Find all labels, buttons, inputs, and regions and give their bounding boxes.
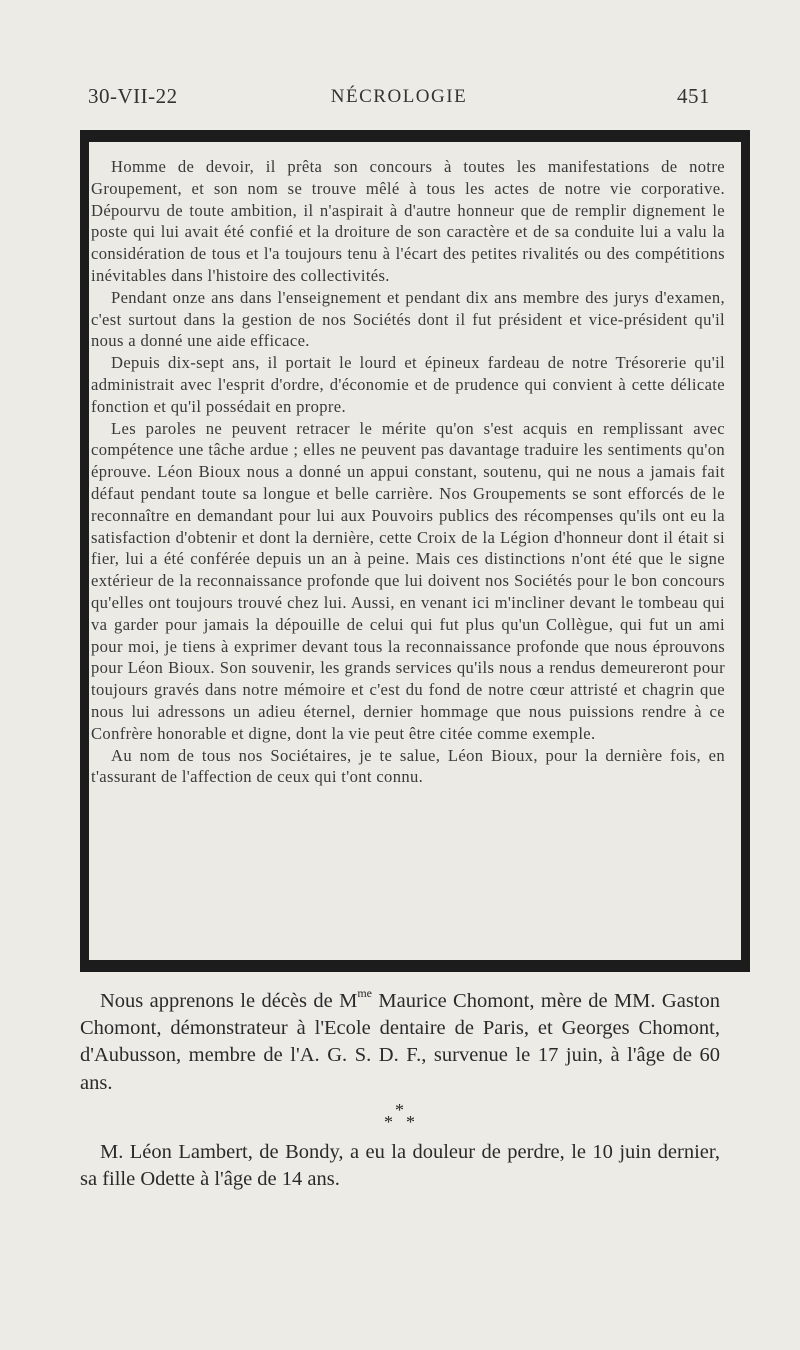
eulogy-paragraph: Homme de devoir, il prêta son concours à toutes les manifestations de notre Groupement, et son nom se trouve mêlé à tous les actes de notre vie corporative. Dépourvu de toute ambition, il n'aspirait à d'autre honneur que de remplir dignement le poste qui lui avait été confié et la droiture de son caractère et de sa conduite lui a valu la considération de tous et l'a toujours tenu à l'écart des petites rivalités ou des compétitions inévitables dans l'histoire des collectivités.: [91, 157, 725, 285]
abbreviation-superscript: me: [357, 986, 372, 1001]
asterisk: *: [406, 1112, 415, 1132]
notice-text-end: Maurice Chomont, mère de MM. Gaston Chomont, démonstrateur à l'Ecole dentaire de Paris, et Georges Chomont, d'Aubusson, membre de l'A. G. S. D. F., survenue le 17 juin, à l'âge de 60 ans.: [80, 990, 720, 1094]
eulogy-paragraph: Au nom de tous nos Sociétaires, je te salue, Léon Bioux, pour la dernière fois, en t'assurant de l'affection de ceux qui t'ont connu.: [91, 745, 725, 787]
death-notice-chomont: [80, 988, 720, 1097]
eulogy-paragraph: Les paroles ne peuvent retracer le mérite qu'on s'est acquis en remplissant avec compétence une tâche ardue ; elles ne peuvent pas davantage traduire les sentiments qu'on éprouve. Léon Bioux nous a donné un appui constant, soutenu, qui ne nous a jamais fait défaut pendant toute sa longue et belle carrière. Nos Groupements se sont efforcés de le reconnaître en demandant pour lui aux Pouvoirs publics des récompenses qu'ils ont eu la satisfaction d'obtenir et dont la dernière, cette Croix de la Légion d'honneur dont il était si fier, lui a été conférée depuis un an à peine. Mais ces distinctions n'ont été que le signe extérieur de la reconnaissance profonde que lui doivent nos Sociétés pour le bon concours qu'elles ont toujours trouvé chez lui. Aussi, en venant ici m'incliner devant le tombeau qui va garder pour jamais la dépouille de celui qui fut plus qu'un Collègue, qui fut un ami pour moi, je tiens à exprimer devant tous la reconnaissance profonde que nous éprouvons pour Léon Bioux. Son souvenir, les grands services qu'ils nous a rendus demeureront pour toujours gravés dans notre mémoire et c'est du fond de notre cœur attristé et chagrin que nous lui adressons un adieu éternel, dernier hommage que nous puissions rendre à ce Confrère honorable et digne, dont la vie peut être citée comme exemple.: [91, 418, 725, 743]
mourning-border-frame: [80, 130, 750, 972]
header-date: 30-VII-22: [88, 84, 178, 108]
notice-text-start: Nous apprenons le décès de M: [100, 990, 358, 1012]
eulogy-paragraph: Pendant onze ans dans l'enseignement et pendant dix ans membre des jurys d'examen, c'est surtout dans la gestion de nos Sociétés dont il fut président et vice-président qu'il nous a donné une aide efficace.: [91, 287, 725, 351]
header-section-title: NÉCROLOGIE: [330, 86, 468, 107]
eulogy-paragraph: Depuis dix-sept ans, il portait le lourd et épineux fardeau de notre Trésorerie qu'il administrait avec l'esprit d'ordre, d'économie et de prudence qui convient à cette délicate fonction et qu'il possédait en propre.: [91, 353, 725, 416]
eulogy-text: [89, 156, 741, 788]
asterism-separator: [380, 1100, 420, 1132]
asterisk: *: [395, 1100, 404, 1120]
asterisk: *: [384, 1112, 393, 1132]
page-number: 451: [677, 84, 710, 108]
death-notice-lambert: M. Léon Lambert, de Bondy, a eu la douleur de perdre, le 10 juin dernier, sa fille Odette à l'âge de 14 ans.: [80, 1141, 720, 1191]
running-header: [88, 84, 710, 114]
